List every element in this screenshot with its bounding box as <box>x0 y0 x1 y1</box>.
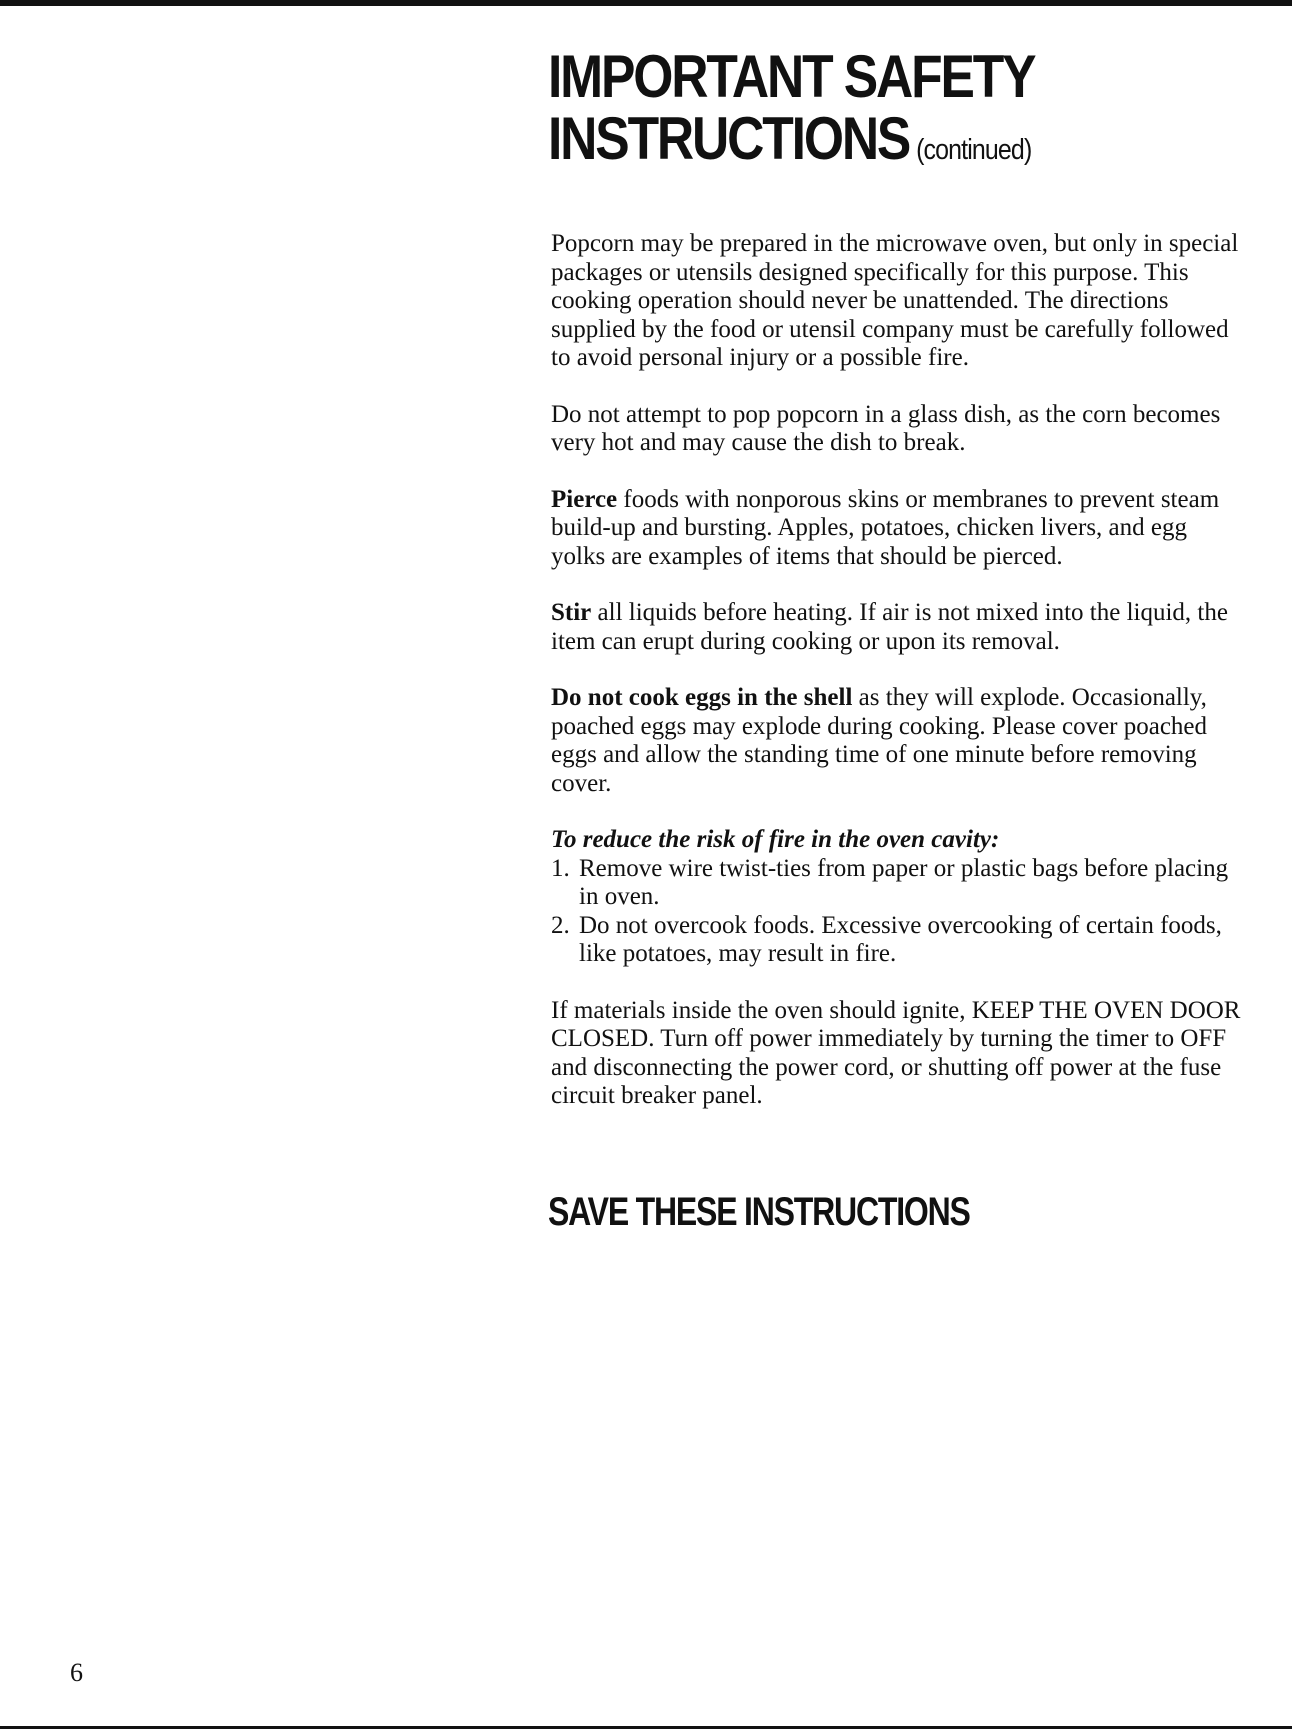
heading-continued-label: (continued) <box>916 134 1032 166</box>
paragraph-popcorn: Popcorn may be prepared in the microwave oven, but only in special packages or utensils designed specifically for this purpose. This cooking operation should never be unattended. The directions supplied by the food or utensil company must be carefully followed to avoid personal injury or a possible fire. <box>551 230 1239 371</box>
paragraph-eggs <box>551 684 1241 798</box>
list-item-number: 2. <box>551 911 570 939</box>
heading-line-2: INSTRUCTIONS <box>548 105 910 172</box>
paragraph-glass-dish: Do not attempt to pop popcorn in a glass dish, as the corn becomes very hot and may cause the dish to break. <box>551 400 1221 456</box>
paragraph-ignite: If materials inside the oven should ignite, KEEP THE OVEN DOOR CLOSED. Turn off power immediately by turning the timer to OFF and disconnecting the power cord, or shutting off power at the fuse circuit breaker panel. <box>551 996 1241 1109</box>
pierce-lead: Pierce <box>551 485 618 513</box>
paragraph-pierce <box>551 486 1241 572</box>
fire-risk-list <box>551 855 1241 969</box>
page-number: 6 <box>70 1658 83 1687</box>
paragraph-stir <box>551 599 1241 656</box>
heading-line-1: IMPORTANT SAFETY <box>548 43 1035 110</box>
list-item <box>551 912 1241 969</box>
pierce-text: foods with nonporous skins or membranes to prevent steam build-up and bursting. Apples, potatoes, chicken livers, and egg yolks are examples of items that should be pierced. <box>551 485 1220 570</box>
list-item <box>551 855 1241 912</box>
list-item-text: Remove wire twist-ties from paper or plastic bags before placing in oven. <box>579 854 1229 910</box>
list-item-number: 1. <box>551 854 570 882</box>
eggs-lead: Do not cook eggs in the shell <box>551 684 853 711</box>
stir-text: all liquids before heating. If air is not mixed into the liquid, the item can erupt during cooking or upon its removal. <box>551 599 1228 655</box>
eggs-text: as they will explode. Occasionally, poached eggs may explode during cooking. Please cover poached eggs and allow the standing time of one minute before removing cover. <box>551 684 1208 797</box>
top-border-rule <box>0 0 1292 6</box>
stir-lead: Stir <box>551 599 592 626</box>
fire-risk-title: To reduce the risk of fire in the oven cavity: <box>551 826 1000 853</box>
page-heading <box>548 43 1150 181</box>
save-instructions-heading: SAVE THESE INSTRUCTIONS <box>548 1190 970 1234</box>
list-item-text: Do not overcook foods. Excessive overcooking of certain foods, like potatoes, may result in fire. <box>579 911 1222 967</box>
instructions-body <box>551 230 1241 1139</box>
fire-risk-section <box>551 826 1241 969</box>
